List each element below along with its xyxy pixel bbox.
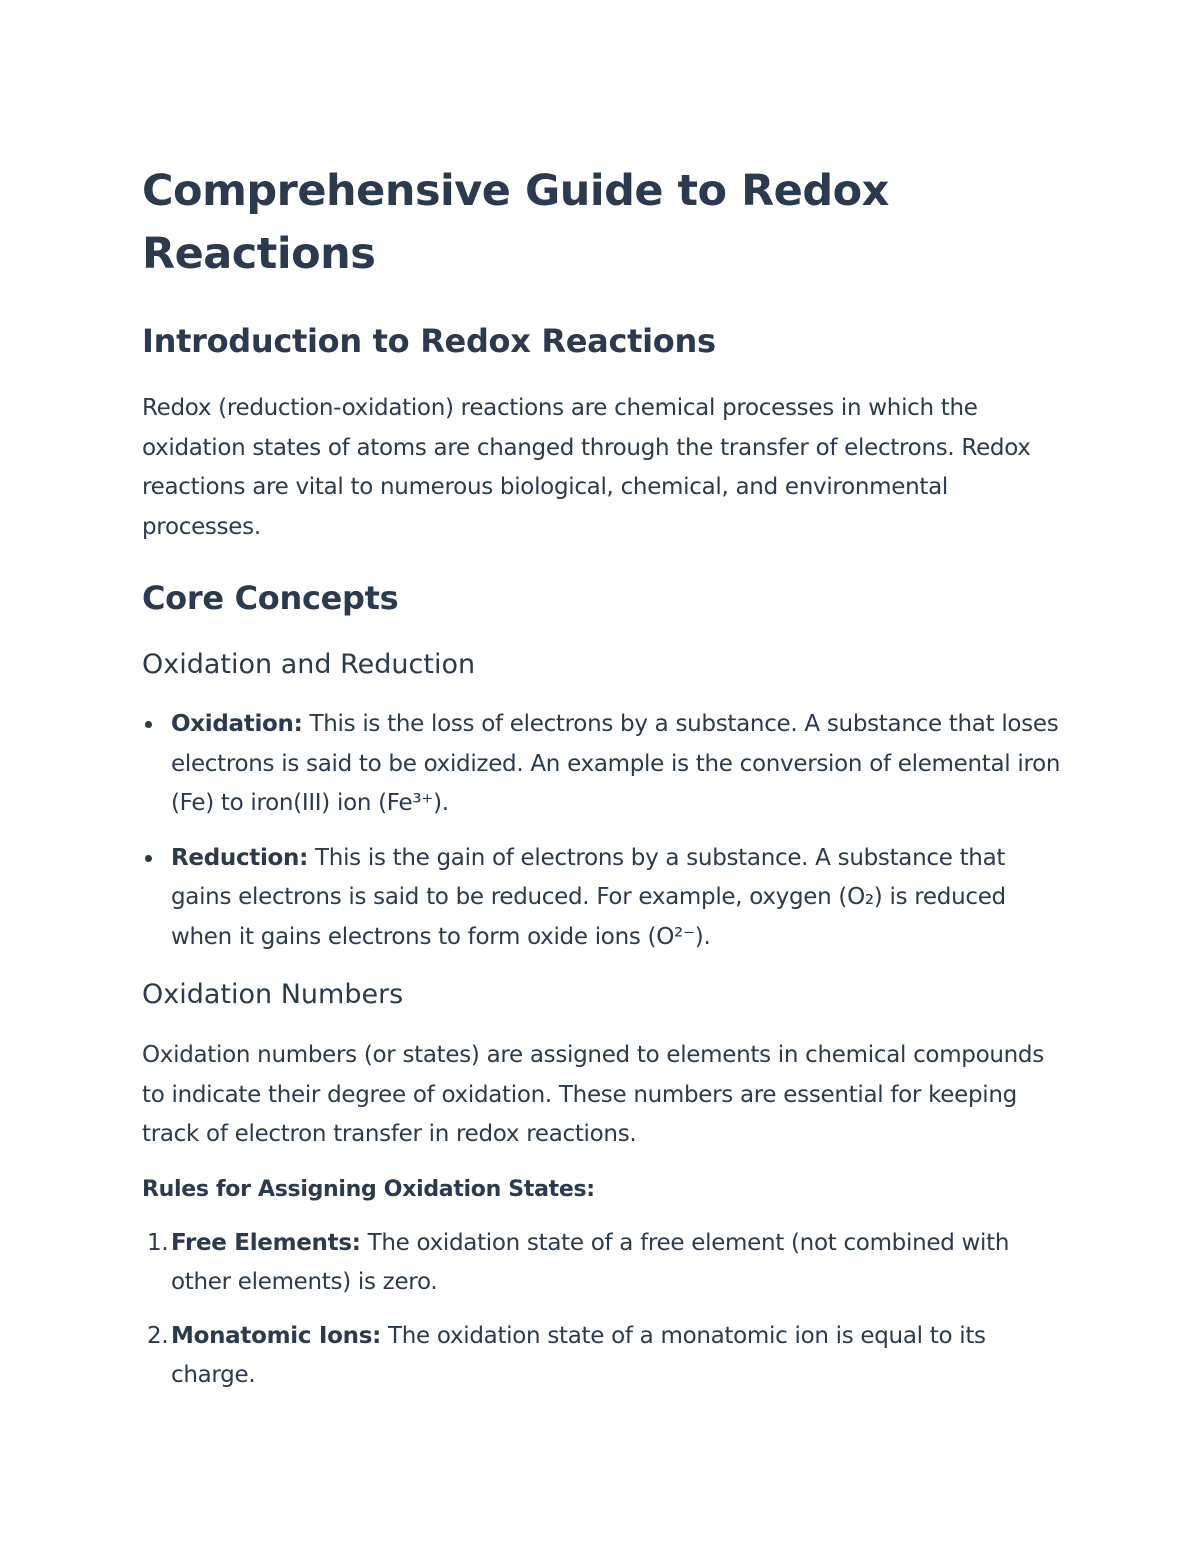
rules-list (142, 1224, 1072, 1396)
list-item-term: Monatomic Ions: (171, 1322, 381, 1349)
list-item-term: Oxidation: (171, 711, 303, 737)
list-item-text: The oxidation state of a free element (not combined with other elements) is zero. (171, 1229, 1010, 1295)
bullet-icon (145, 721, 152, 728)
list-item-number: 2. (147, 1322, 169, 1349)
list-item (142, 1317, 1072, 1396)
list-item-text: The oxidation state of a monatomic ion is equal to its charge. (171, 1322, 986, 1388)
bullet-icon (145, 855, 152, 862)
section-heading-introduction: Introduction to Redox Reactions (142, 322, 716, 360)
subsection-heading-oxidation-reduction: Oxidation and Reduction (142, 649, 476, 680)
list-item (142, 839, 1072, 958)
oxidation-reduction-list (142, 705, 1072, 957)
list-item-number: 1. (147, 1229, 169, 1256)
document-title: Comprehensive Guide to Redox Reactions (142, 166, 889, 279)
subsection-heading-oxidation-numbers: Oxidation Numbers (142, 979, 404, 1010)
introduction-paragraph: Redox (reduction-oxidation) reactions are chemical processes in which the oxidation states of atoms are changed through the transfer of electrons. Redox reactions are vital to numerous biological, chemical, and environmental processes. (142, 395, 1031, 540)
list-item-term: Free Elements: (171, 1229, 361, 1256)
list-item (142, 705, 1072, 824)
list-item-text: This is the gain of electrons by a substance. A substance that gains electrons is said to be reduced. For example, oxygen (O₂) is reduced when it gains electrons to form oxide ions (O²⁻). (171, 844, 1006, 950)
list-item-term: Reduction: (171, 844, 309, 871)
section-heading-core-concepts: Core Concepts (142, 579, 399, 617)
rules-label: Rules for Assigning Oxidation States: (142, 1176, 595, 1202)
list-item (142, 1224, 1072, 1303)
document-content (142, 160, 1072, 1396)
list-item-text: This is the loss of electrons by a substance. A substance that loses electrons is said to be oxidized. An example is the conversion of elemental iron (Fe) to iron(III) ion (Fe³⁺). (171, 711, 1061, 816)
oxidation-numbers-paragraph: Oxidation numbers (or states) are assigned to elements in chemical compounds to indicate their degree of oxidation. These numbers are essential for keeping track of electron transfer in redox reactions. (142, 1042, 1044, 1147)
